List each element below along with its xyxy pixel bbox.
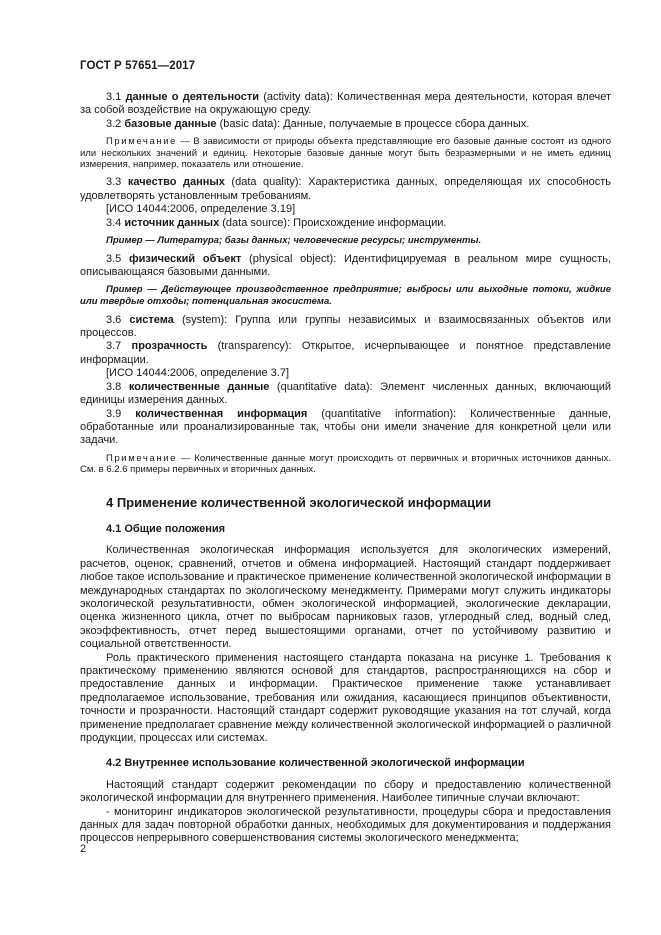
section-4-title: 4 Применение количественной экологической информации bbox=[106, 494, 492, 510]
definition-3-5: 3.5 физический объект (physical object): Идентифицируемая в реальном мире сущность, описывающаяся базовыми данными. bbox=[80, 252, 612, 279]
definition-3-1: 3.1 данные о деятельности (activity data): Количественная мера деятельности, которая влечет за собой воздействие на окружающую среду. bbox=[80, 91, 611, 117]
definition-3-4: 3.4 источник данных (data source): Происхождение информации. bbox=[106, 216, 447, 229]
definition-3-8: 3.8 количественные данные (quantitative data): Элемент численных данных, включающий единицы измерения данных. bbox=[80, 380, 611, 407]
note-2: Примечание — Количественные данные могут происходить от первичных и вторичных источников данных. См. в 6.2.6 примеры первичных и вторичных данных. bbox=[80, 452, 611, 476]
note-1: Примечание — В зависимости от природы объекта представляющие его базовые данные состоят из одного или нескольких значений и единиц. Некоторые базовые данные могут быть безразмерными и не иметь единиц измерения, например, показатель или отношение. bbox=[80, 136, 611, 171]
reference-1: [ИСО 14044:2006, определение 3.19] bbox=[106, 203, 296, 216]
example-2: Пример — Действующее производственное предприятие; выбросы или выходные потоки, жидкие или твердые отходы; потенциальная экосистема. bbox=[80, 284, 611, 308]
section-4-1-title: 4.1 Общие положения bbox=[106, 522, 226, 535]
definition-3-9: 3.9 количественная информация (quantitative information): Количественные данные, обработанные или проанализированные так, чтобы они имели значение для конкретной цели или задачи. bbox=[80, 407, 611, 447]
reference-2: [ИСО 14044:2006, определение 3.7] bbox=[106, 367, 290, 380]
document-code: ГОСТ Р 57651—2017 bbox=[80, 60, 196, 72]
example-1: Пример — Литература; базы данных; человеческие ресурсы; инструменты. bbox=[106, 235, 482, 247]
page-number: 2 bbox=[80, 843, 87, 855]
definition-3-3: 3.3 качество данных (data quality): Характеристика данных, определяющая их способность удовлетворять установленным требованиям. bbox=[80, 176, 611, 202]
section-4-2-paragraph-1: Настоящий стандарт содержит рекомендации по сбору и предоставлению количественной экологической информации для внутреннего применения. Наиболее типичные случаи включают: bbox=[80, 778, 611, 805]
section-4-2-title: 4.2 Внутреннее использование количественной экологической информации bbox=[106, 757, 525, 770]
document-body bbox=[80, 91, 611, 846]
section-4-1-paragraph-1: Количественная экологическая информация используется для экологических измерений, расчетов, оценок, сравнений, отчетов и обмена информацией. Настоящий стандарт поддерживает любое такое использование и практическое применение количественной экологической информации в международных стандартах по экологическому менеджменту. Примерами могут служить индикаторы экологической результативности, обмен экологической информацией, экологические декларации, оценка жизненного цикла, отчет по выбросам парниковых газов, углеродный след, водный след, экоэффективность, отчет перед вышестоящими органами, отчет по устойчивому развитию и социальной ответственности. bbox=[80, 544, 611, 651]
section-4-2-list-item-1: - мониторинг индикаторов экологической результативности, процедуры сбора и предоставления данных для задач повторной обработки данных, необходимых для документирования и поддержания процессов непрерывного совершенствования системы экологического менеджмента; bbox=[80, 805, 611, 845]
definition-3-7: 3.7 прозрачность (transparency): Открытое, исчерпывающее и понятное представление информации. bbox=[80, 340, 611, 366]
section-4-1-paragraph-2: Роль практического применения настоящего стандарта показана на рисунке 1. Требования к практическому применению являются основой для стандартов, распространяющихся на сбор и предоставление данных и информации. Практическое применение также устанавливает предполагаемое использование, требования или ожидания, касающиеся принципов объективности, точности и прозрачности. Настоящий стандарт содержит руководящие указания на тот случай, когда применение предполагает сравнение между количественной экологической информацией о различной продукции, процессах или системах. bbox=[80, 651, 611, 745]
definition-3-2: 3.2 базовые данные (basic data): Данные, получаемые в процессе сбора данных. bbox=[106, 117, 530, 130]
definition-3-6: 3.6 система (system): Группа или группы независимых и взаимосвязанных объектов или процессов. bbox=[80, 313, 611, 340]
